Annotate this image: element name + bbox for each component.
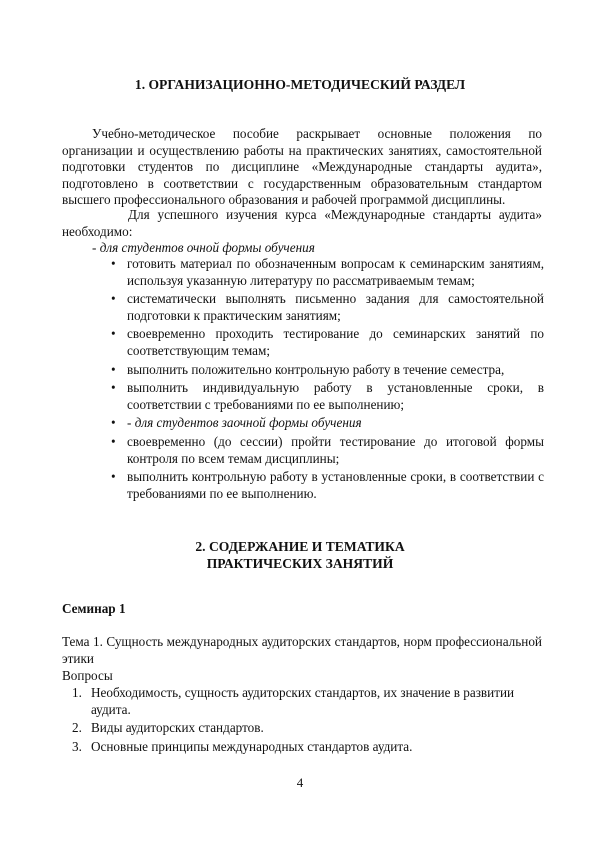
list-item <box>108 415 544 432</box>
list-item: • готовить материал по обозначенным вопросам к семинарским занятиям, используя указанную литературу по рассматриваемым темам; <box>111 256 544 288</box>
bullet-icon: • <box>111 380 116 396</box>
requirements-paragraph <box>62 207 542 240</box>
list-item: 1. Необходимость, сущность аудиторских стандартов, их значение в развитии аудита. <box>72 685 515 717</box>
bullet-icon: • <box>111 433 116 449</box>
section-2-title-line-2: ПРАКТИЧЕСКИХ ЗАНЯТИЙ <box>206 556 394 571</box>
section-2-title-line-1: 2. СОДЕРЖАНИЕ И ТЕМАТИКА <box>195 539 405 554</box>
parttime-label: - для студентов заочной формы обучения <box>127 415 362 431</box>
bullet-icon: • <box>111 291 116 307</box>
bullet-icon: • <box>111 326 116 342</box>
fulltime-label: - для студентов очной формы обучения <box>92 240 315 255</box>
list-item: • своевременно проходить тестирование до семинарских занятий по соответствующим темам; <box>111 326 544 358</box>
list-item: • своевременно (до сессии) пройти тестирование до итоговой формы контроля по всем темам дисциплины; <box>111 433 544 466</box>
list-item: • выполнить индивидуальную работу в установленные сроки, в соответствии с требованиями по ее выполнению; <box>111 380 544 412</box>
topic-title: Тема 1. Сущность международных аудиторских стандартов, норм профессиональной этики <box>62 634 542 666</box>
bullet-icon: • <box>111 415 116 431</box>
list-item: • выполнить положительно контрольную работу в течение семестра, <box>111 361 505 377</box>
bullet-icon: • <box>111 469 116 485</box>
section-1-title: 1. ОРГАНИЗАЦИОННО-МЕТОДИЧЕСКИЙ РАЗДЕЛ <box>134 77 466 92</box>
requirements-list <box>108 256 544 504</box>
seminar-title: Семинар 1 <box>62 601 126 616</box>
list-item: • систематически выполнять письменно задания для самостоятельной подготовки к практическим занятиям; <box>111 291 544 323</box>
bullet-icon: • <box>111 256 116 271</box>
page-number: 4 <box>296 775 304 790</box>
bullet-icon: • <box>111 361 116 377</box>
questions-list <box>72 685 542 757</box>
requirements-text: Для успешного изучения курса «Международные стандарты аудита» необходимо: <box>62 207 542 239</box>
list-item: • выполнить контрольную работу в установленные сроки, в соответствии с требованиями по ее выполнению. <box>111 469 544 501</box>
list-item: 2. Виды аудиторских стандартов. <box>72 720 264 736</box>
list-item: 3. Основные принципы международных стандартов аудита. <box>72 738 413 754</box>
intro-paragraph: Учебно-методическое пособие раскрывает основные положения по организации и осуществлению работы на практических занятиях, самостоятельной подготовки студентов по дисциплине «Международные стандарты аудита», подготовлено в соответствии с государственным образовательным стандартом высшего профессионального образования и рабочей программой дисциплины. <box>62 126 542 207</box>
questions-label: Вопросы <box>62 668 113 683</box>
